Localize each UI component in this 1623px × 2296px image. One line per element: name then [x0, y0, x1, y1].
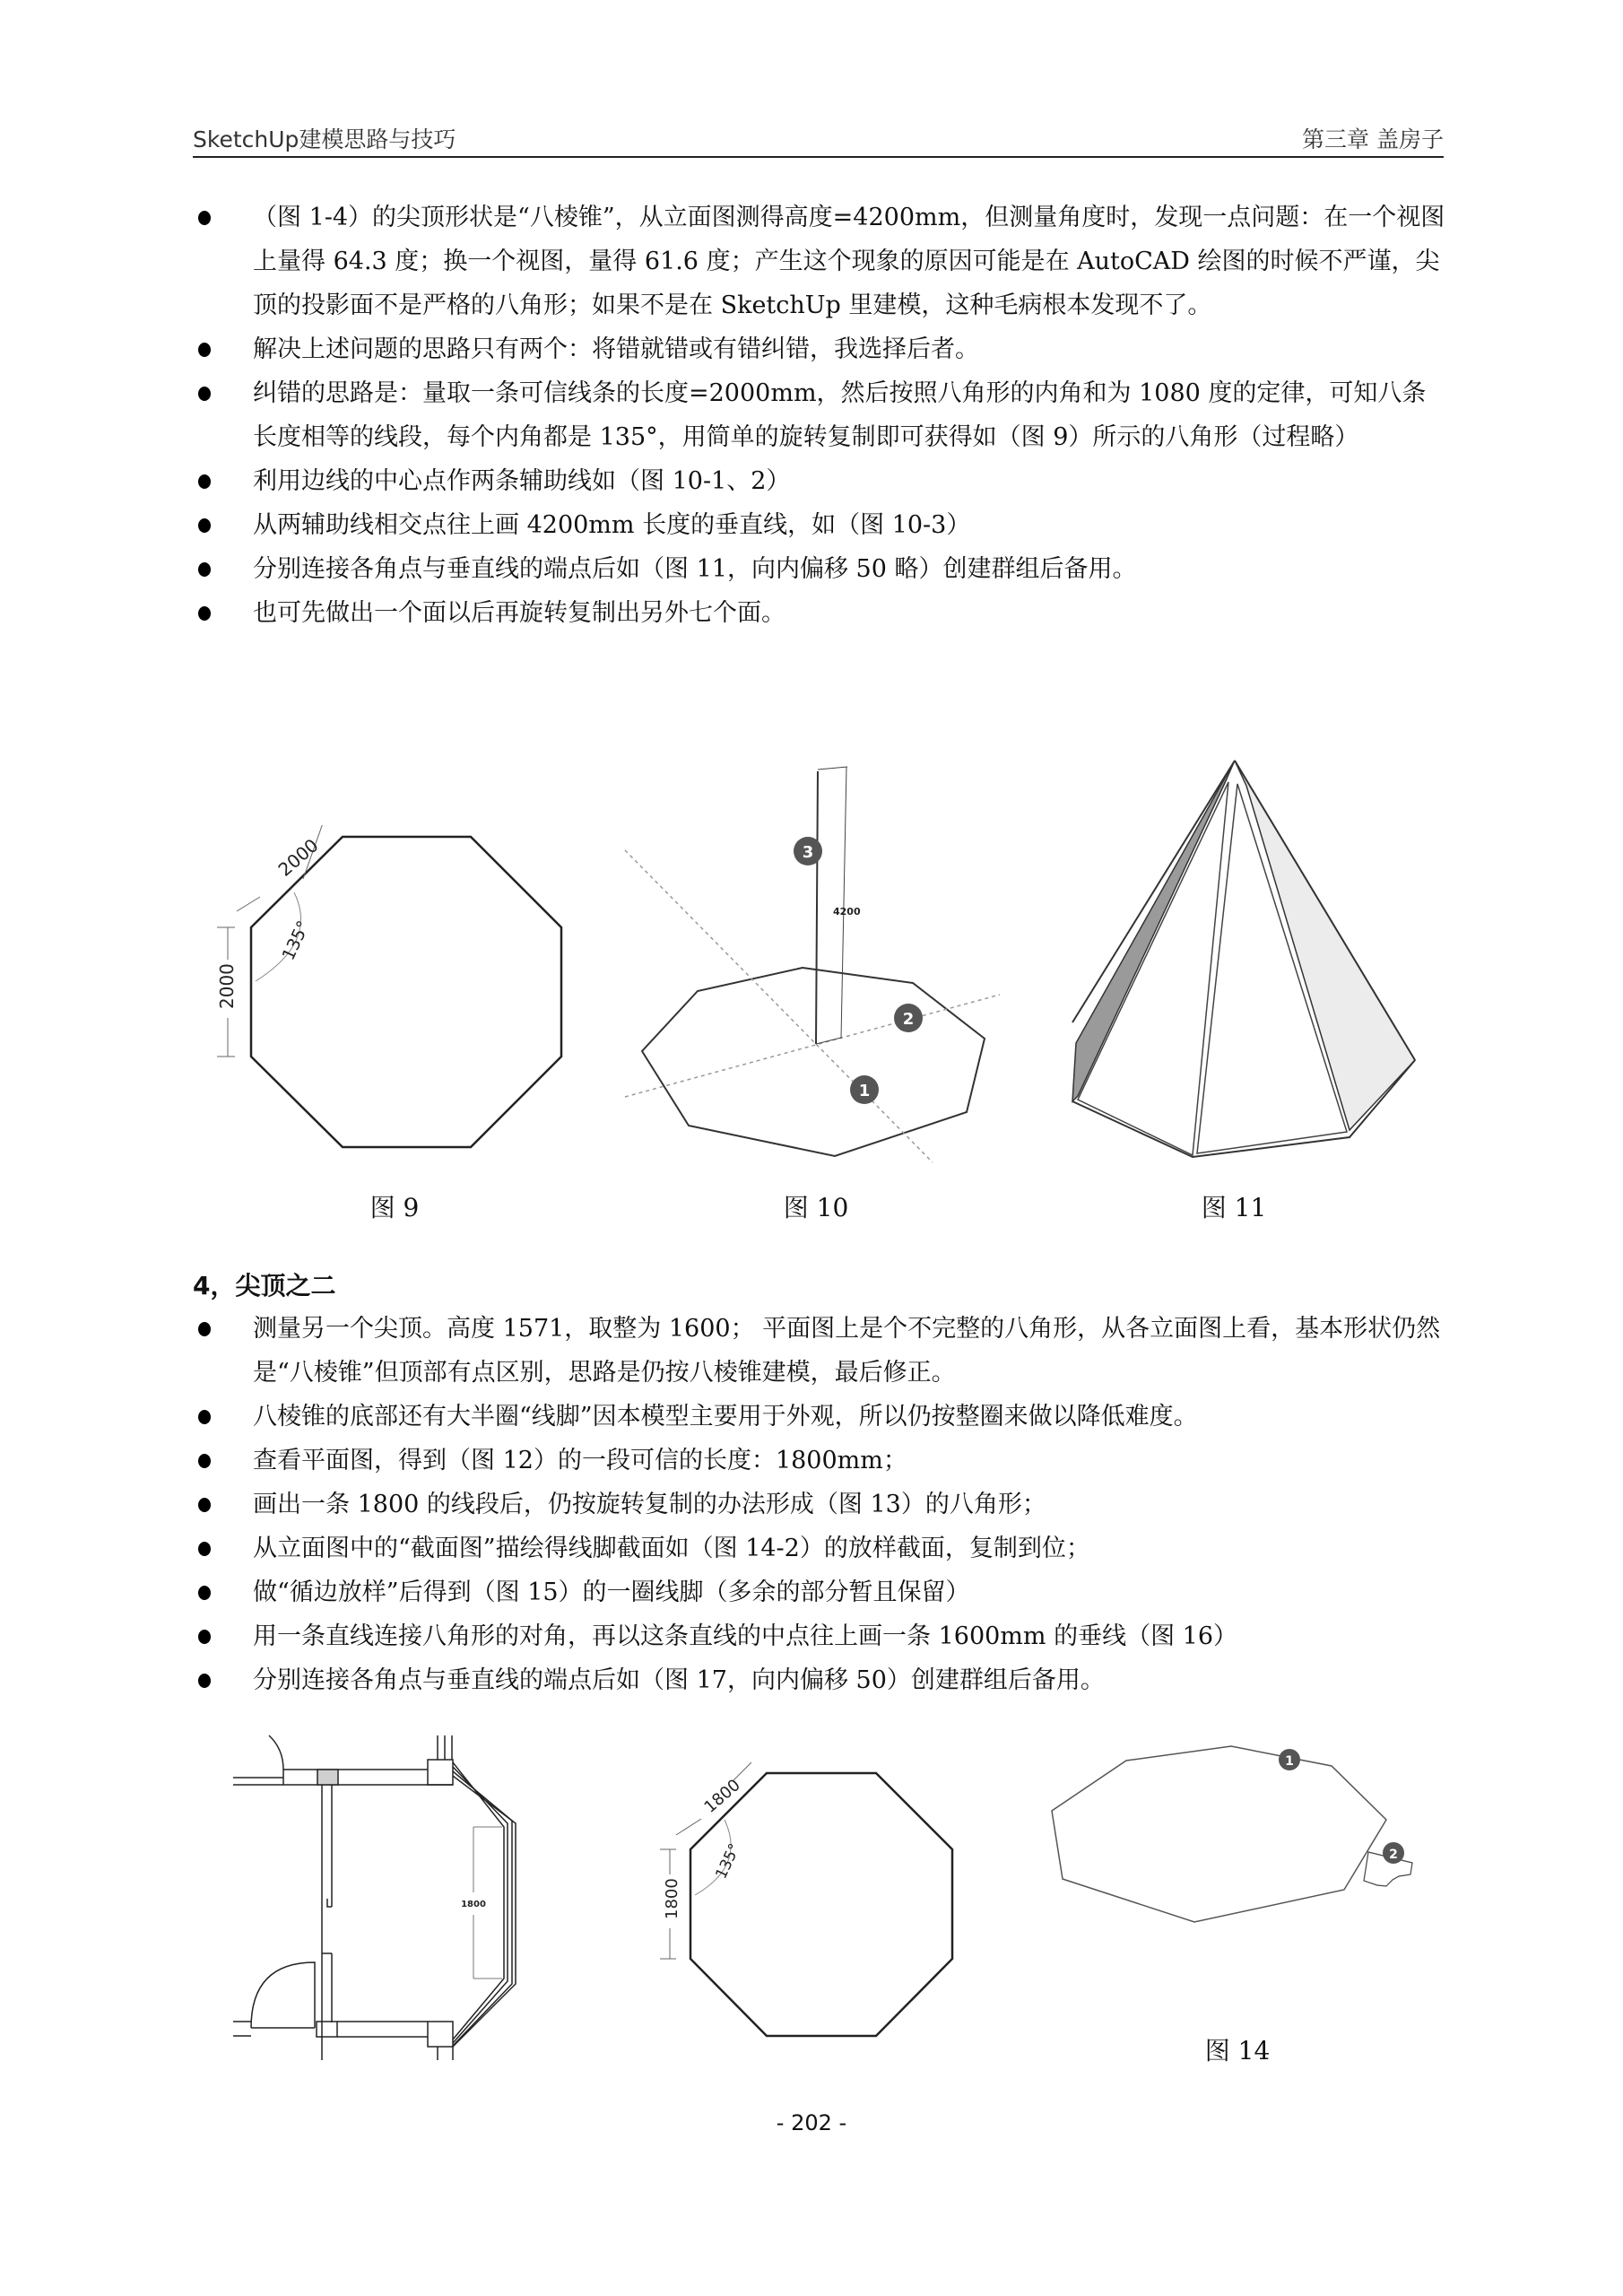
angle-label: 135°	[712, 1840, 744, 1883]
bullet-icon	[198, 1322, 211, 1336]
page-number: - 202 -	[776, 2110, 847, 2135]
list-item: 做“循边放样”后得到（图 15）的一圈线脚（多余的部分暂且保留）	[193, 1570, 1448, 1614]
svg-text:3: 3	[802, 843, 814, 862]
octagon-perspective	[642, 968, 985, 1156]
chapter-title: 第三章 盖房子	[1302, 126, 1444, 152]
bullet-icon	[198, 1498, 211, 1512]
bullet-icon	[198, 1586, 211, 1600]
guide-line-1	[625, 850, 933, 1162]
list-item: 也可先做出一个面以后再旋转复制出另外七个面。	[193, 591, 1448, 635]
octagon-outline	[690, 1773, 952, 2036]
list-item: 分别连接各角点与垂直线的端点后如（图 11，向内偏移 50 略）创建群组后备用。	[193, 547, 1448, 591]
figure-13-octagon	[646, 1758, 986, 2099]
bullet-list-2	[193, 1307, 1448, 1702]
list-item: 从两辅助线相交点往上画 4200mm 长度的垂直线，如（图 10-3）	[193, 503, 1448, 547]
figure-10-guide-lines	[610, 753, 1040, 1184]
figure-12-floor-plan	[215, 1731, 610, 2108]
list-item: 测量另一个尖顶。高度 1571，取整为 1600； 平面图上是个不完整的八角形，从各立面图上看，基本形状仍然是“八棱锥”但顶部有点区别，思路是仍按八棱锥建模，最后修正。	[193, 1307, 1448, 1395]
section-title: 4，尖顶之二	[193, 1271, 336, 1300]
marker-2	[1383, 1842, 1404, 1864]
bullet-icon	[198, 1674, 211, 1688]
marker-1	[850, 1075, 879, 1104]
octagon-perspective	[1052, 1746, 1386, 1922]
list-item: 分别连接各角点与垂直线的端点后如（图 17，向内偏移 50）创建群组后备用。	[193, 1658, 1448, 1702]
dim-side-label: 2000	[216, 963, 238, 1009]
list-item: 利用边线的中心点作两条辅助线如（图 10-1、2）	[193, 459, 1448, 503]
figure-9-caption: 图 9	[369, 1193, 420, 1222]
marker-2	[894, 1004, 923, 1032]
dim-diag-label: 2000	[273, 834, 323, 881]
marker-1	[1279, 1749, 1300, 1770]
figure-14-caption: 图 14	[1204, 2036, 1271, 2066]
list-item: 从立面图中的“截面图”描绘得线脚截面如（图 14-2）的放样截面，复制到位；	[193, 1526, 1448, 1570]
vertical-line	[816, 771, 818, 1044]
figure-14-profile	[1040, 1740, 1435, 2009]
bullet-icon	[198, 518, 211, 533]
bullet-icon	[198, 562, 211, 577]
svg-text:1: 1	[858, 1082, 871, 1100]
running-header	[193, 124, 1444, 158]
list-item: 解决上述问题的思路只有两个：将错就错或有错纠错，我选择后者。	[193, 327, 1448, 371]
octagon-outline	[251, 837, 561, 1147]
marker-3	[794, 837, 822, 865]
svg-text:2: 2	[902, 1010, 915, 1029]
dim-label: 1800	[461, 1900, 486, 1909]
bullet-icon	[198, 606, 211, 621]
svg-text:2: 2	[1389, 1848, 1398, 1862]
list-item: 查看平面图，得到（图 12）的一段可信的长度：1800mm；	[193, 1439, 1448, 1483]
dim-diag-label: 1800	[700, 1775, 744, 1817]
angle-label: 135°	[278, 918, 314, 964]
bullet-icon	[198, 1410, 211, 1424]
figure-10-caption: 图 10	[783, 1193, 849, 1222]
list-item: 用一条直线连接八角形的对角，再以这条直线的中点往上画一条 1600mm 的垂线（图 16）	[193, 1614, 1448, 1658]
bullet-icon	[198, 211, 211, 225]
dim-side-label: 1800	[663, 1878, 681, 1919]
bullet-list-1	[193, 196, 1448, 635]
book-title: SketchUp建模思路与技巧	[193, 126, 456, 152]
figure-11-caption: 图 11	[1201, 1193, 1267, 1222]
list-item: 八棱锥的底部还有大半圈“线脚”因本模型主要用于外观，所以仍按整圈来做以降低难度。	[193, 1395, 1448, 1439]
bullet-icon	[198, 387, 211, 401]
bullet-icon	[198, 343, 211, 357]
list-item: 纠错的思路是：量取一条可信线条的长度=2000mm，然后按照八角形的内角和为 1080 度的定律，可知八条长度相等的线段，每个内角都是 135°，用简单的旋转复制即可获得如（图 9）所示的八角形（过程略）	[193, 371, 1448, 459]
list-item: （图 1-4）的尖顶形状是“八棱锥”，从立面图测得高度=4200mm，但测量角度时，发现一点问题：在一个视图上量得 64.3 度；换一个视图，量得 61.6 度；产生这个现象的原因可能是在 AutoCAD 绘图的时候不严谨，尖顶的投影面不是严格的八角形；如果不是在 SketchUp 里建模，这种毛病根本发现不了。	[193, 196, 1448, 327]
bullet-icon	[198, 1630, 211, 1644]
svg-text:1: 1	[1285, 1754, 1294, 1769]
figure-11-pyramid	[1058, 753, 1435, 1184]
list-item: 画出一条 1800 的线段后，仍按旋转复制的办法形成（图 13）的八角形；	[193, 1483, 1448, 1526]
figure-9-octagon	[197, 825, 592, 1184]
bullet-icon	[198, 1542, 211, 1556]
bullet-icon	[198, 474, 211, 489]
bullet-icon	[198, 1454, 211, 1468]
height-label: 4200	[833, 906, 861, 918]
